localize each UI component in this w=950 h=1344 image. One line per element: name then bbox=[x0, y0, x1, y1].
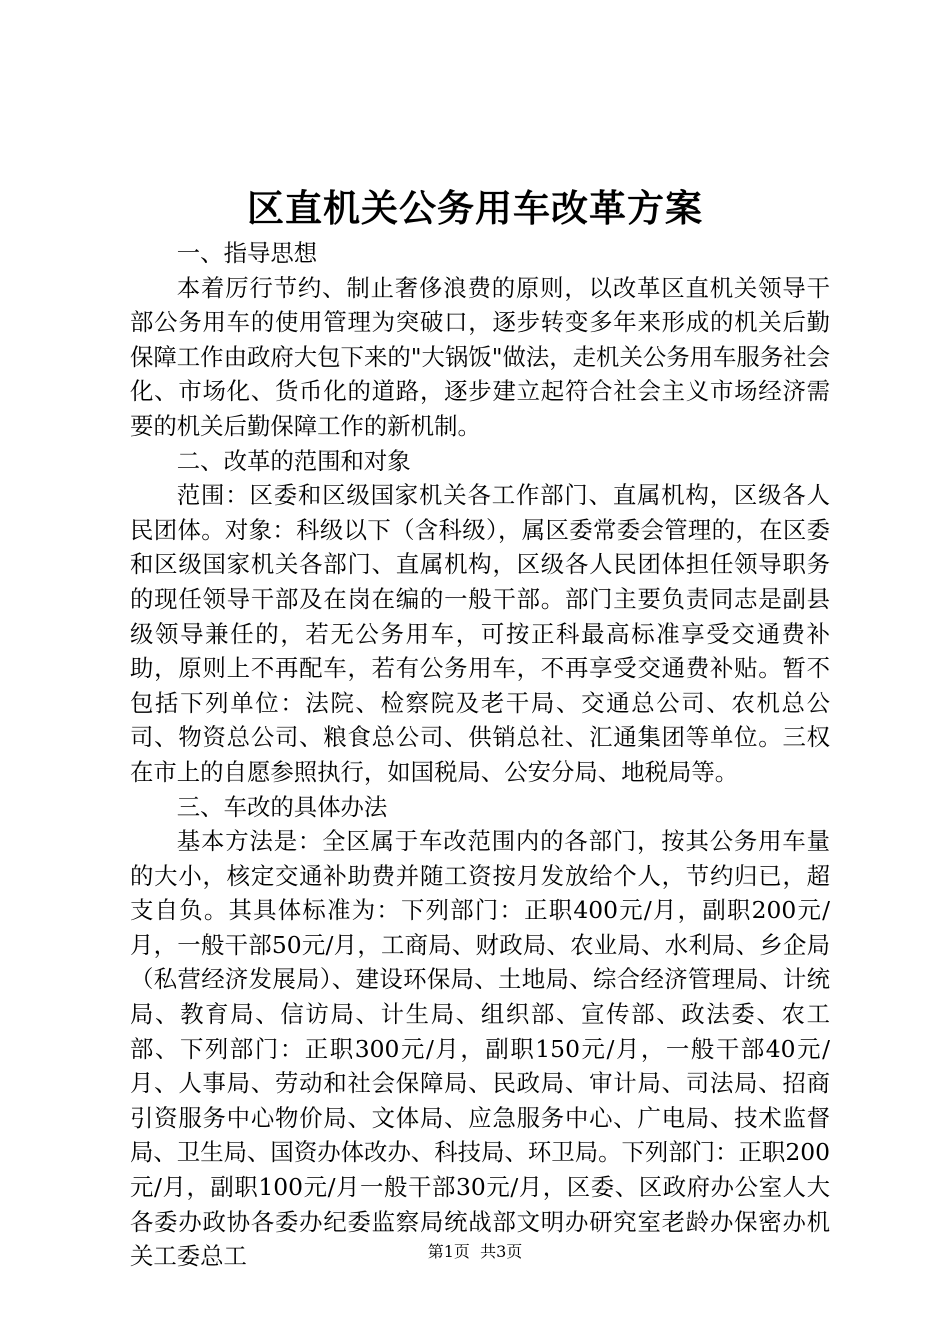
section-heading-guiding-ideology: 一、指导思想 bbox=[176, 239, 318, 267]
section-paragraph-guiding-ideology: 本着厉行节约、制止奢侈浪费的原则，以改革区直机关领导干部公务用车的使用管理为突破口，逐步转变多年来形成的机关后勤保障工作由政府大包下来的"大锅饭"做法，走机关公务用车服务社会化、市场化、货币化的道路，逐步建立起符合社会主义市场经济需要的机关后勤保障工作的新机制。 bbox=[130, 273, 830, 440]
page-number-footer: 第1页 共3页 bbox=[427, 1242, 523, 1261]
document-body bbox=[130, 236, 830, 1274]
document-title: 区直机关公务用车改革方案 bbox=[247, 186, 703, 230]
section-paragraph-scope-and-targets: 范围：区委和区级国家机关各工作部门、直属机构，区级各人民团体。对象：科级以下（含科级），属区委常委会管理的，在区委和区级国家机关各部门、直属机构，区级各人民团体担任领导职务的现任领导干部及在岗在编的一般干部。部门主要负责同志是副县级领导兼任的，若无公务用车，可按正科最高标准享受交通费补助，原则上不再配车，若有公务用车，不再享受交通费补贴。暂不包括下列单位：法院、检察院及老干局、交通总公司、农机总公司、物资总公司、粮食总公司、供销总社、汇通集团等单位。三权在市上的自愿参照执行，如国税局、公安分局、地税局等。 bbox=[130, 481, 830, 786]
section-heading-scope-and-targets: 二、改革的范围和对象 bbox=[176, 446, 411, 475]
section-heading-specific-measures: 三、车改的具体办法 bbox=[176, 792, 388, 821]
section-paragraph-specific-measures: 基本方法是：全区属于车改范围内的各部门，按其公务用车量的大小，核定交通补助费并随工资按月发放给个人，节约归已，超支自负。其具体标准为：下列部门：正职400元/月，副职200元/月，一般干部50元/月，工商局、财政局、农业局、水利局、乡企局（私营经济发展局）、建设环保局、土地局、综合经济管理局、计统局、教育局、信访局、计生局、组织部、宣传部、政法委、农工部、下列部门：正职300元/月，副职150元/月，一般干部40元/月、人事局、劳动和社会保障局、民政局、审计局、司法局、招商引资服务中心物价局、文体局、应急服务中心、广电局、技术监督局、卫生局、国资办体改办、科技局、环卫局。下列部门：正职200元/月，副职100元/月一般干部30元/月，区委、区政府办公室人大各委办政协各委办纪委监察局统战部文明办研究室老龄办保密办机关工委总工 bbox=[130, 827, 830, 1271]
